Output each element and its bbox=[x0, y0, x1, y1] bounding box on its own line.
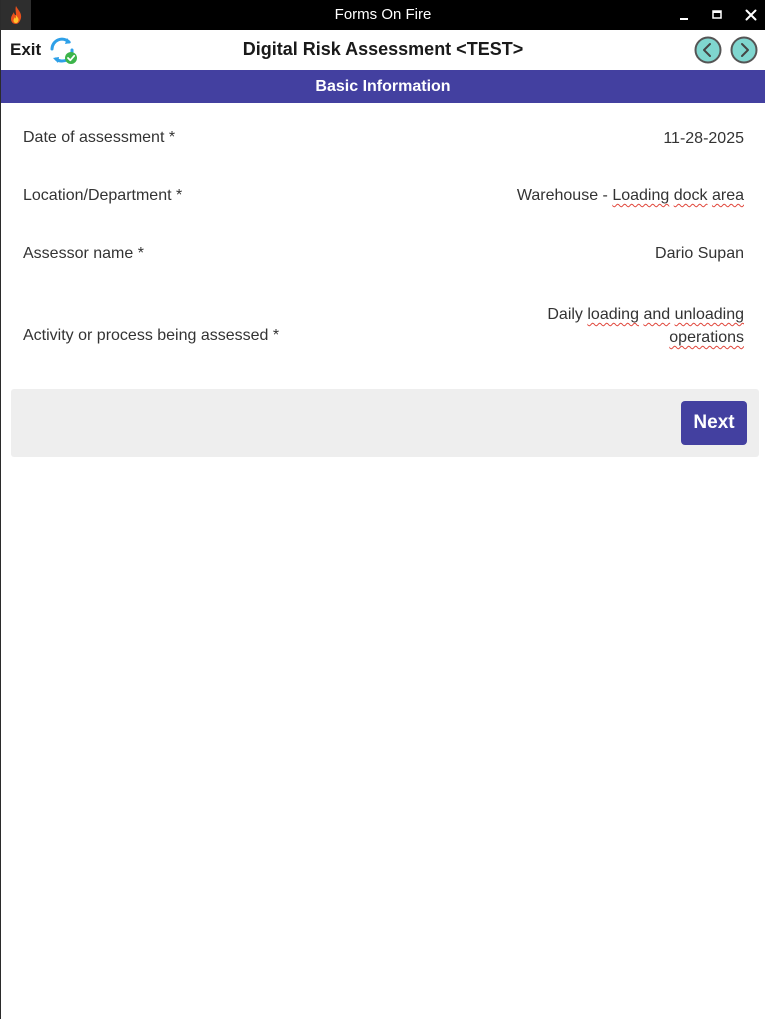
close-icon bbox=[745, 9, 757, 21]
minimize-button[interactable] bbox=[667, 0, 701, 30]
title-bar bbox=[1, 0, 765, 30]
chevron-right-circle-icon bbox=[730, 36, 758, 64]
close-button[interactable] bbox=[734, 0, 765, 30]
location-value-word: Loading bbox=[612, 187, 670, 204]
minimize-icon bbox=[678, 9, 690, 21]
activity-value-word: loading bbox=[587, 306, 639, 323]
section-title: Basic Information bbox=[1, 70, 765, 103]
app-header bbox=[1, 30, 765, 70]
location-department-label: Location/Department * bbox=[23, 187, 183, 204]
location-value-word: dock bbox=[673, 187, 708, 204]
activity-value-word: unloading bbox=[674, 306, 744, 323]
assessor-name-value[interactable]: Dario Supan bbox=[655, 245, 744, 262]
activity-value-line2 bbox=[547, 326, 744, 349]
maximize-button[interactable] bbox=[700, 0, 734, 30]
date-of-assessment-label: Date of assessment * bbox=[23, 129, 176, 146]
next-button[interactable]: Next bbox=[681, 401, 747, 445]
location-department-value[interactable] bbox=[517, 187, 744, 205]
assessor-name-label: Assessor name * bbox=[23, 245, 144, 262]
date-of-assessment-value[interactable]: 11-28-2025 bbox=[663, 130, 744, 147]
previous-page-button[interactable] bbox=[694, 36, 722, 64]
next-page-button[interactable] bbox=[730, 36, 758, 64]
activity-process-label: Activity or process being assessed * bbox=[23, 327, 280, 344]
maximize-icon bbox=[711, 9, 723, 21]
activity-value-line1 bbox=[547, 303, 744, 326]
activity-value-word: operations bbox=[669, 329, 744, 346]
location-value-prefix: Warehouse - bbox=[516, 187, 613, 204]
location-value-word: area bbox=[711, 187, 744, 204]
chevron-left-circle-icon bbox=[694, 36, 722, 64]
form-title: Digital Risk Assessment <TEST> bbox=[242, 39, 524, 59]
window-title: Forms On Fire bbox=[334, 6, 432, 23]
exit-button[interactable]: Exit bbox=[10, 40, 42, 59]
footer-panel bbox=[11, 389, 759, 457]
activity-process-value[interactable] bbox=[547, 303, 744, 349]
activity-value-prefix: Daily bbox=[547, 306, 588, 323]
activity-value-word: and bbox=[643, 306, 671, 323]
